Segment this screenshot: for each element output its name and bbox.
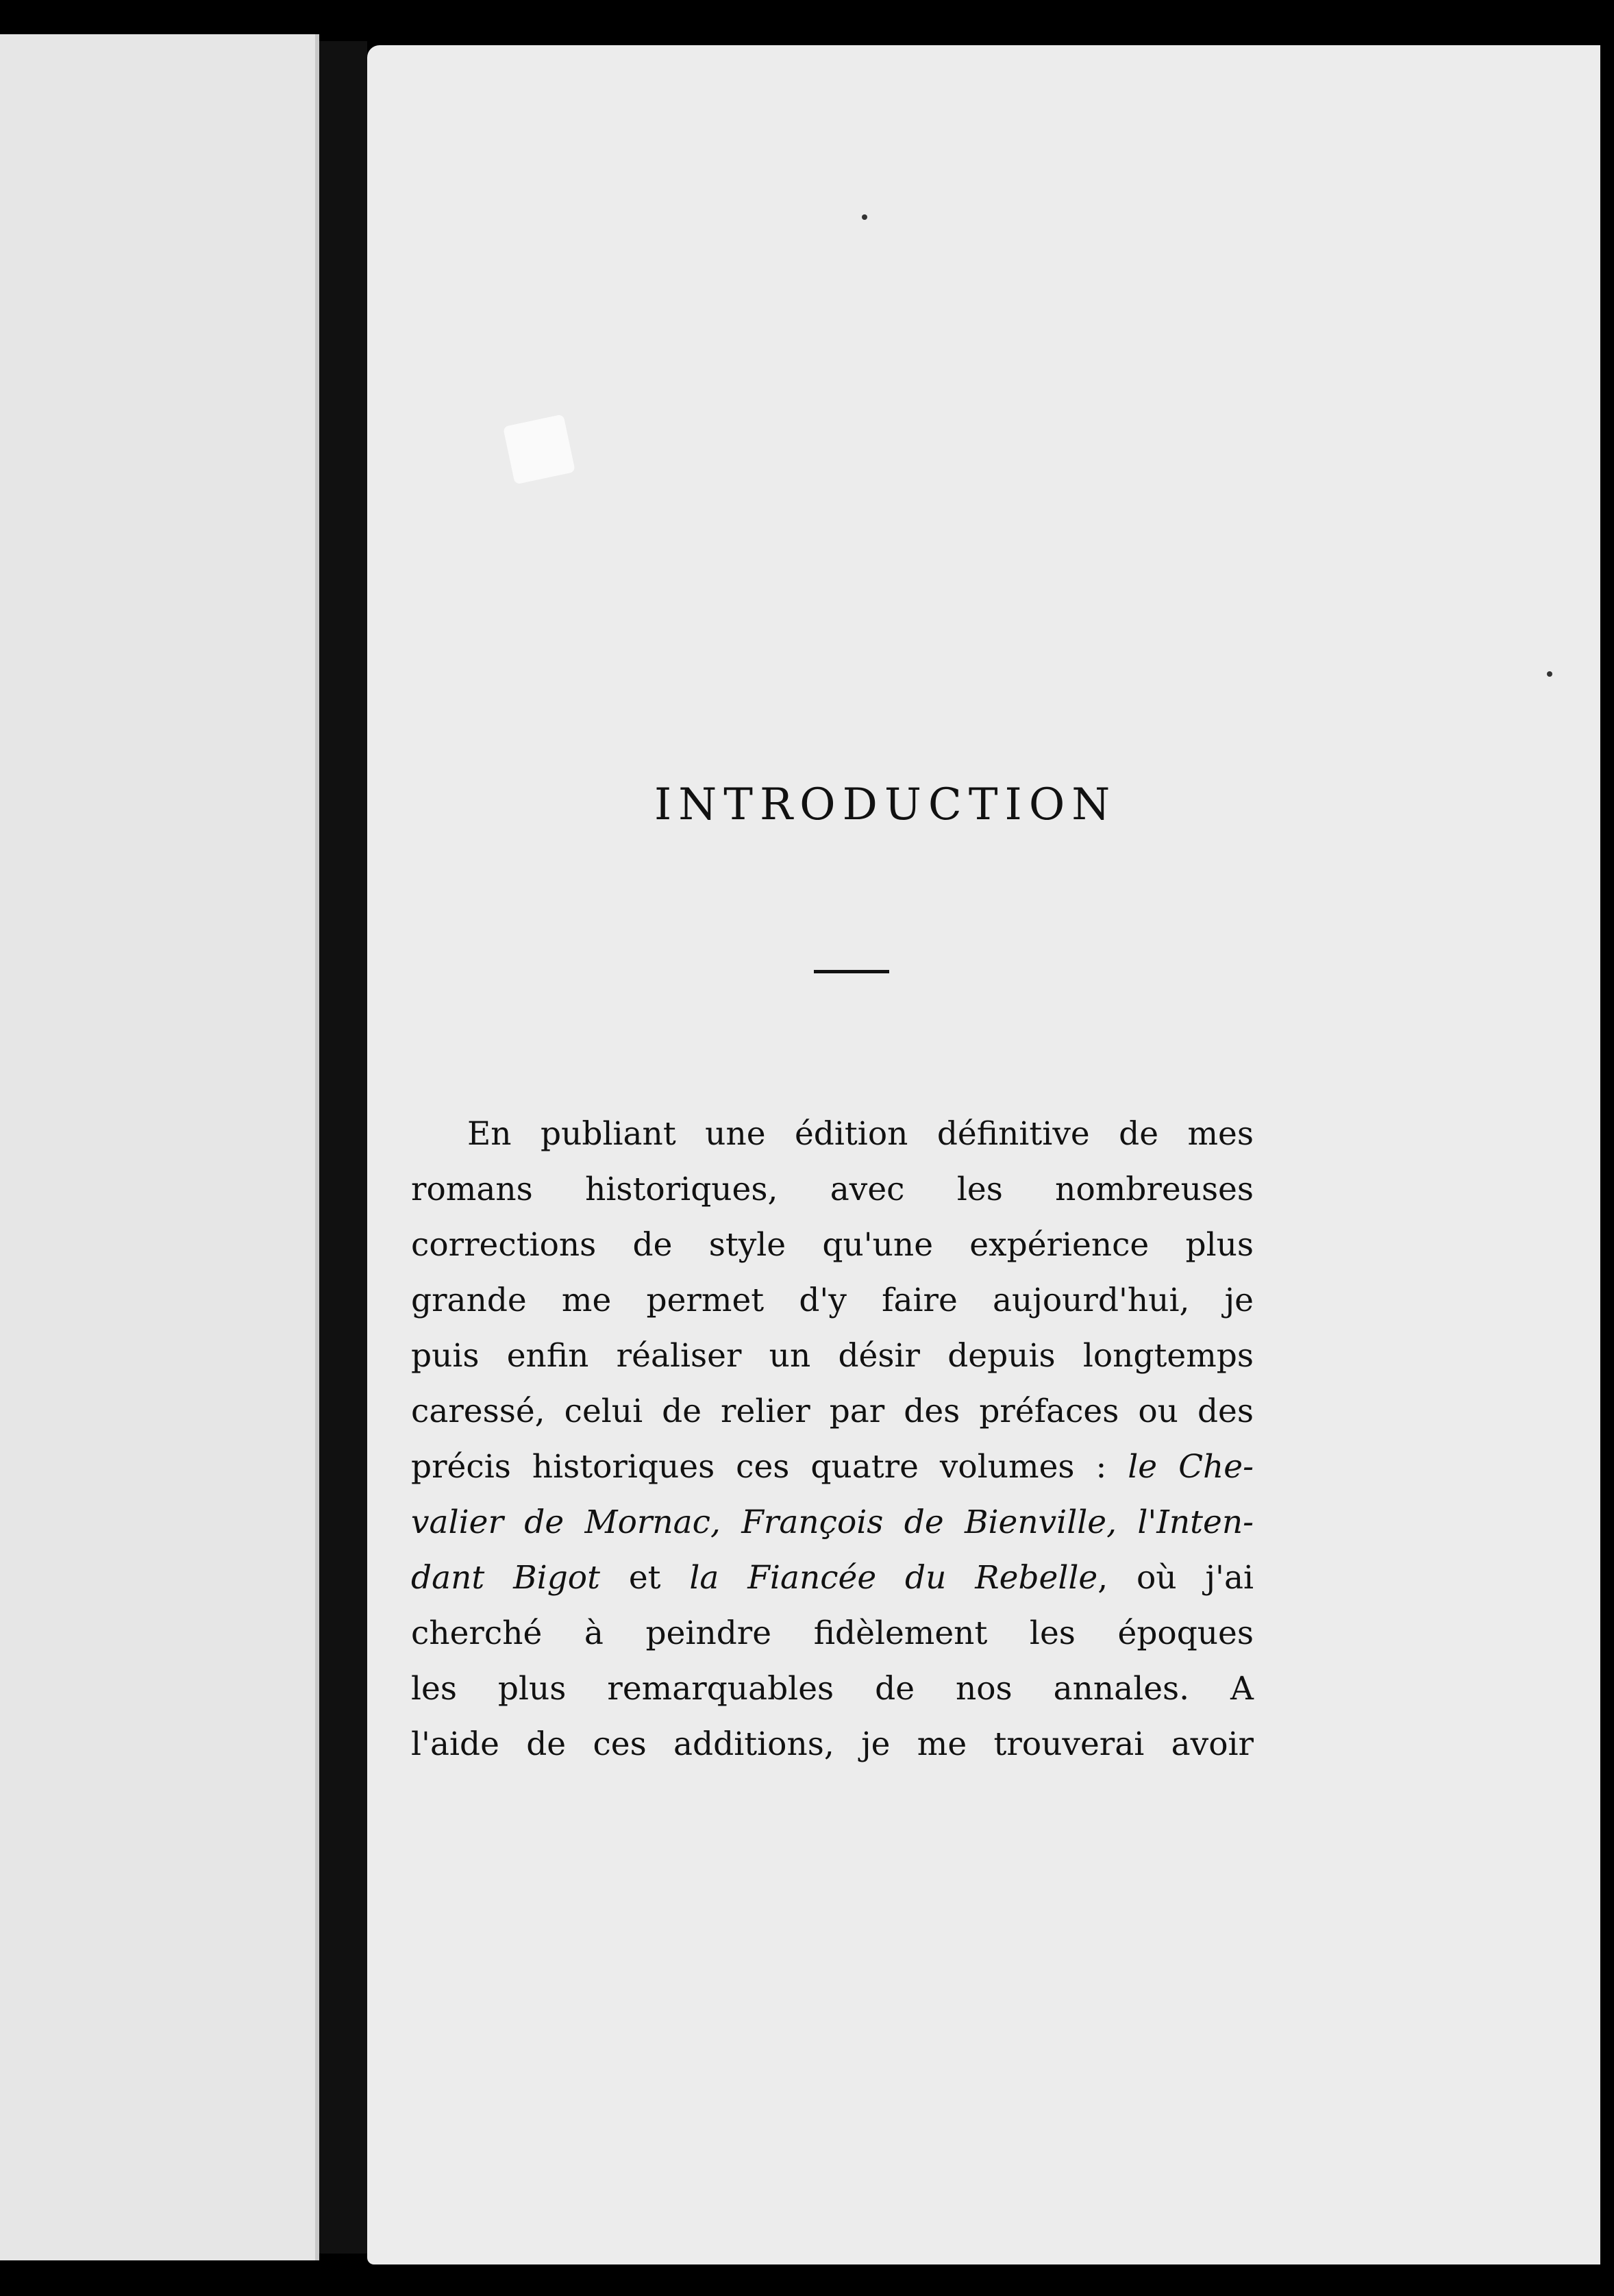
text-line: l'aide de ces additions, je me trouverai avoir (411, 1725, 1254, 1763)
left-page-edge (0, 34, 319, 2260)
text-line: puis enfin réaliser un désir depuis longtemps (411, 1337, 1254, 1375)
book-spine (319, 41, 367, 2254)
title-rule (814, 970, 889, 973)
text-line: grande me permet d'y faire aujourd'hui, je (411, 1282, 1254, 1319)
page-title: INTRODUCTION (654, 779, 1117, 830)
text-line: dant Bigot et la Fiancée du Rebelle, où j'ai (411, 1559, 1254, 1597)
text-line: caressé, celui de relier par des préfaces ou des (411, 1393, 1254, 1430)
text-line: les plus remarquables de nos annales. A (411, 1670, 1254, 1708)
book-title-italic: la Fiancée du Rebelle (689, 1559, 1098, 1597)
text-line: corrections de style qu'une expérience plus (411, 1226, 1254, 1264)
text-line: valier de Mornac, François de Bienville, l'Inten- (411, 1503, 1254, 1541)
paper-blemish (503, 414, 575, 485)
text-line: En publiant une édition définitive de mes (467, 1115, 1254, 1153)
paper-speck (862, 214, 867, 220)
book-title-italic: dant Bigot (411, 1559, 600, 1597)
introduction-body (411, 1106, 1254, 1772)
text-line: romans historiques, avec les nombreuses (411, 1171, 1254, 1208)
book-title-italic: le Che- (1128, 1448, 1254, 1486)
text-line: cherché à peindre fidèlement les époques (411, 1614, 1254, 1652)
text-line: précis historiques ces quatre volumes : le Che- (411, 1448, 1254, 1486)
paper-speck (1547, 671, 1552, 677)
